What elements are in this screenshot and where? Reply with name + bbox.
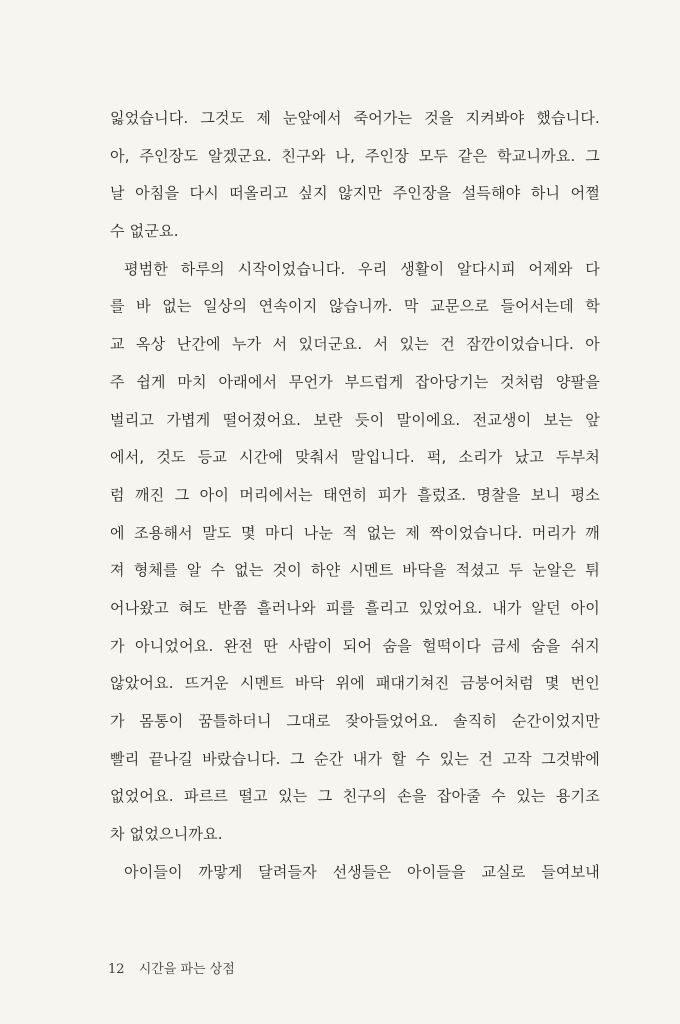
book-title: 시간을 파는 상점 — [138, 962, 235, 977]
page-footer — [108, 958, 235, 977]
text-line: 를 바 없는 일상의 연속이지 않습니까. 막 교문으로 들어서는데 학 — [110, 297, 600, 316]
text-line: 않았어요. 뜨거운 시멘트 바닥 위에 패대기쳐진 금붕어처럼 몇 번인 — [110, 674, 600, 693]
text-line: 없었어요. 파르르 떨고 있는 그 친구의 손을 잡아줄 수 있는 용기조 — [110, 787, 600, 806]
text-line: 어나왔고 혀도 반쯤 흘러나와 피를 흘리고 있었어요. 내가 알던 아이 — [110, 598, 600, 617]
text-line: 져 형체를 알 수 없는 것이 하얀 시멘트 바닥을 적셨고 두 눈알은 튀 — [110, 561, 600, 580]
text-line: 차 없었으니까요. — [110, 825, 223, 844]
text-line: 수 없군요. — [110, 222, 179, 241]
text-line: 아이들이 까맣게 달려들자 선생들은 아이들을 교실로 들여보내 — [124, 862, 600, 881]
text-line: 럼 깨진 그 아이 머리에서는 태연히 피가 흘렀죠. 명찰을 보니 평소 — [110, 485, 600, 504]
text-line: 가 몸통이 꿈틀하더니 그대로 잦아들었어요. 솔직히 순간이었지만 — [110, 712, 600, 730]
page-number: 12 — [108, 962, 125, 977]
text-line: 벌리고 가볍게 떨어졌어요. 보란 듯이 말이에요. 전교생이 보는 앞 — [110, 410, 600, 429]
text-line: 평범한 하루의 시작이었습니다. 우리 생활이 알다시피 어제와 다 — [124, 259, 600, 278]
text-line: 교 옥상 난간에 누가 서 있더군요. 서 있는 건 잠깐이었습니다. 아 — [110, 335, 600, 354]
text-line: 아, 주인장도 알겠군요. 친구와 나, 주인장 모두 같은 학교니까요. 그 — [110, 146, 600, 165]
text-line: 날 아침을 다시 떠올리고 싶지 않지만 주인장을 설득해야 하니 어쩔 — [110, 184, 600, 203]
text-line: 가 아니었어요. 완전 딴 사람이 되어 숨을 헐떡이다 금세 숨을 쉬지 — [110, 636, 600, 655]
body-text — [110, 100, 600, 891]
text-line: 빨리 끝나길 바랐습니다. 그 순간 내가 할 수 있는 건 고작 그것밖에 — [110, 749, 600, 768]
text-line: 에 조용해서 말도 몇 마디 나눈 적 없는 제 짝이었습니다. 머리가 깨 — [110, 523, 600, 542]
text-line: 주 쉽게 마치 아래에서 무언가 부드럽게 잡아당기는 것처럼 양팔을 — [110, 372, 600, 391]
text-line: 에서, 것도 등교 시간에 맞춰서 말입니다. 퍽, 소리가 났고 두부처 — [110, 448, 600, 467]
text-line: 잃었습니다. 그것도 제 눈앞에서 죽어가는 것을 지켜봐야 했습니다. — [110, 109, 600, 127]
